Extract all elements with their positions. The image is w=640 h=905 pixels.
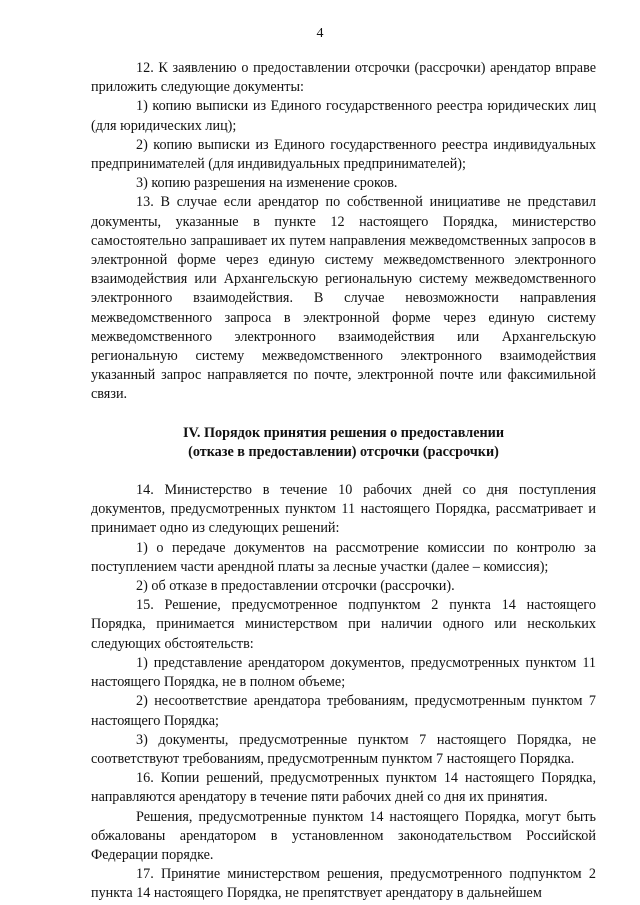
list-item-14-1: 1) о передаче документов на рассмотрение комиссии по контролю за поступлением части арендной платы за лесные участки (далее – комиссия); (91, 539, 596, 575)
list-item-15-1: 1) представление арендатором документов, предусмотренных пунктом 11 настоящего Порядка, не в полном объеме; (91, 654, 596, 691)
paragraph-15: 15. Решение, предусмотренное подпунктом 2 пункта 14 настоящего Порядка, принимается министерством при наличии одного или нескольких следующих обстоятельств: (91, 597, 596, 652)
list-item-12-1: 1) копию выписки из Единого государственного реестра юридических лиц (для юридических лиц); (91, 98, 596, 134)
paragraph-13: 13. В случае если арендатор по собственной инициативе не представил документы, указанные в пункте 12 настоящего Порядка, министерство самостоятельно запрашивает их путем направления межведомственных запросов в электронной форме через единую систему межведомственного электронного взаимодействия или Архангельскую региональную систему межведомственного электронного взаимодействия. В случае невозможности направления межведомственного запроса в электронной форме через единую систему межведомственного электронного взаимодействия или Архангельскую региональную систему межведомственного электронного взаимодействия указанный запрос направляется по почте, электронной почте или факсимильной связи. (91, 194, 596, 403)
section-heading (91, 424, 596, 462)
list-item-14-2: 2) об отказе в предоставлении отсрочки (рассрочки). (136, 578, 455, 595)
list-item-12-2: 2) копию выписки из Единого государственного реестра индивидуальных предпринимателей (для индивидуальных предпринимателей); (91, 136, 596, 173)
section-heading-line-2: (отказе в предоставлении) отсрочки (рассрочки) (188, 443, 499, 460)
paragraph-17: 17. Принятие министерством решения, предусмотренного подпунктом 2 пункта 14 настоящего Порядка, не препятствует арендатору в дальнейшем (91, 866, 596, 902)
page-number: 4 (316, 26, 324, 41)
paragraph-12: 12. К заявлению о предоставлении отсрочки (рассрочки) арендатор вправе приложить следующие документы: (91, 60, 596, 96)
paragraph-16-appeal: Решения, предусмотренные пунктом 14 настоящего Порядка, могут быть обжалованы арендатором в установленном законодательством Российской Федерации порядке. (91, 808, 596, 863)
list-item-12-3: 3) копию разрешения на изменение сроков. (136, 175, 398, 192)
paragraph-14: 14. Министерство в течение 10 рабочих дней со дня поступления документов, предусмотренных пунктом 11 настоящего Порядка, рассматривает и принимает одно из следующих решений: (91, 482, 596, 537)
page-content (91, 59, 596, 904)
section-heading-line-1: IV. Порядок принятия решения о предоставлении (182, 424, 505, 441)
list-item-15-2: 2) несоответствие арендатора требованиям, предусмотренным пунктом 7 настоящего Порядка; (91, 693, 596, 729)
paragraph-16: 16. Копии решений, предусмотренных пунктом 14 настоящего Порядка, направляются арендатору в течение пяти рабочих дней со дня их принятия. (91, 770, 596, 806)
list-item-15-3: 3) документы, предусмотренные пунктом 7 настоящего Порядка, не соответствуют требованиям, предусмотренным пунктом 7 настоящего Порядка. (91, 731, 596, 767)
